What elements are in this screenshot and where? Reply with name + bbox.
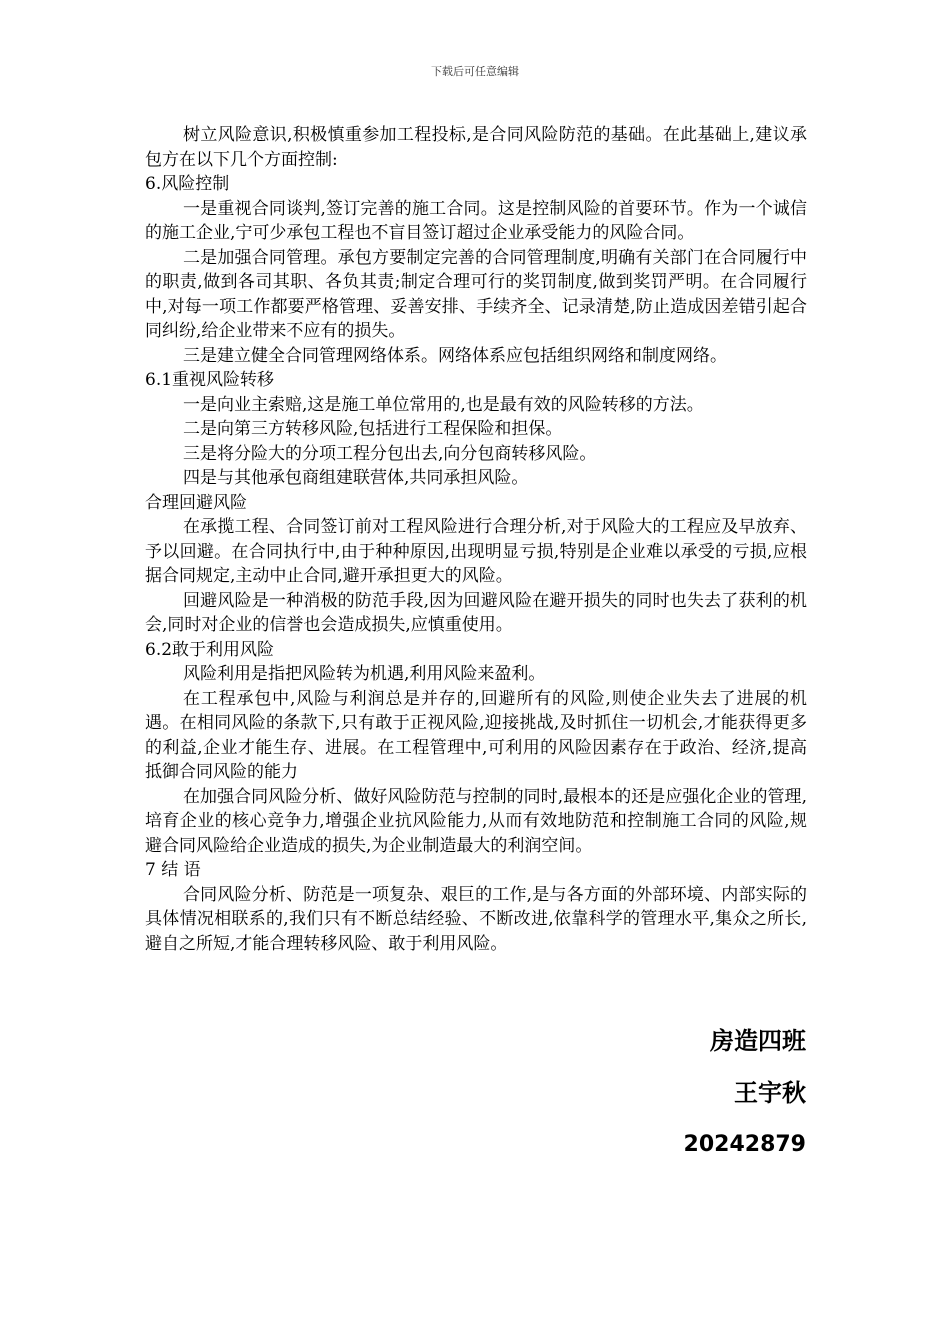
- section-heading-risk-avoidance: 合理回避风险: [145, 492, 247, 513]
- paragraph-contract-management: 二是加强合同管理。承包方要制定完善的合同管理制度,明确有关部门在合同履行中的职责,做到各司其职、各负其责;制定合理可行的奖罚制度,做到奖罚严明。在合同履行中,对每一项工作都要严格管理、妥善安排、手续齐全、记录清楚,防止造成因差错引起合同纠纷,给企业带来不应有的损失。: [145, 247, 807, 341]
- section-heading-risk-control: 6.风险控制: [145, 174, 230, 194]
- section-heading-conclusion: 7 结 语: [145, 860, 201, 880]
- paragraph-conclusion: 合同风险分析、防范是一项复杂、艰巨的工作,是与各方面的外部环境、内部实际的具体情况相联系的,我们只有不断总结经验、不断改进,依靠科学的管理水平,集众之所长,避自之所短,才能合理转移风险、敢于利用风险。: [145, 884, 807, 954]
- paragraph-third-party: 二是向第三方转移风险,包括进行工程保险和担保。: [183, 419, 563, 439]
- paragraph-utilization-opportunity: 在工程承包中,风险与利润总是并存的,回避所有的风险,则使企业失去了进展的机遇。在相同风险的条款下,只有敢于正视风险,迎接挑战,及时抓住一切机会,才能获得更多的利益,企业才能生存、进展。在工程管理中,可利用的风险因素存在于政治、经济,提高抵御合同风险的能力: [145, 688, 807, 782]
- paragraph-management-network: 三是建立健全合同管理网络体系。网络体系应包括组织网络和制度网络。: [183, 345, 727, 366]
- paragraph-contract-negotiation: 一是重视合同谈判,签订完善的施工合同。这是控制风险的首要环节。作为一个诚信的施工企业,宁可少承包工程也不盲目签订超过企业承受能力的风险合同。: [145, 198, 807, 243]
- paragraph-utilization-def: 风险利用是指把风险转为机遇,利用风险来盈利。: [183, 664, 546, 684]
- paragraph-utilization-management: 在加强合同风险分析、做好风险防范与控制的同时,最根本的还是应强化企业的管理,培育企业的核心竞争力,增强企业抗风险能力,从而有效地防范和控制施工合同的风险,规避合同风险给企业造成的损失,为企业制造最大的利润空间。: [145, 786, 807, 856]
- section-heading-risk-utilization: 6.2敢于利用风险: [145, 639, 275, 660]
- paragraph-intro: 树立风险意识,积极慎重参加工程投标,是合同风险防范的基础。在此基础上,建议承包方在以下几个方面控制:: [145, 125, 807, 170]
- paragraph-subcontract: 三是将分险大的分项工程分包出去,向分包商转移风险。: [183, 443, 597, 464]
- paragraph-avoid-analysis: 在承揽工程、合同签订前对工程风险进行合理分析,对于风险大的工程应及早放弃、予以回避。在合同执行中,由于种种原因,出现明显亏损,特别是企业难以承受的亏损,应根据合同规定,主动中止合同,避开承担更大的风险。: [145, 517, 807, 586]
- signature-name: 王宇秋: [734, 1079, 806, 1107]
- signature-class: 房造四班: [710, 1027, 806, 1055]
- signature-student-id: 20242879: [683, 1132, 806, 1157]
- paragraph-avoid-passive: 回避风险是一种消极的防范手段,因为回避风险在避开损失的同时也失去了获利的机会,同时对企业的信誉也会造成损失,应慎重使用。: [145, 590, 807, 635]
- section-heading-risk-transfer: 6.1重视风险转移: [145, 370, 275, 390]
- signature-block: [684, 1026, 806, 1182]
- document-body: [145, 123, 807, 956]
- page-header-note: 下载后可任意编辑: [431, 65, 519, 78]
- paragraph-claim-owner: 一是向业主索赔,这是施工单位常用的,也是最有效的风险转移的方法。: [183, 394, 704, 415]
- paragraph-joint-venture: 四是与其他承包商组建联营体,共同承担风险。: [183, 468, 529, 488]
